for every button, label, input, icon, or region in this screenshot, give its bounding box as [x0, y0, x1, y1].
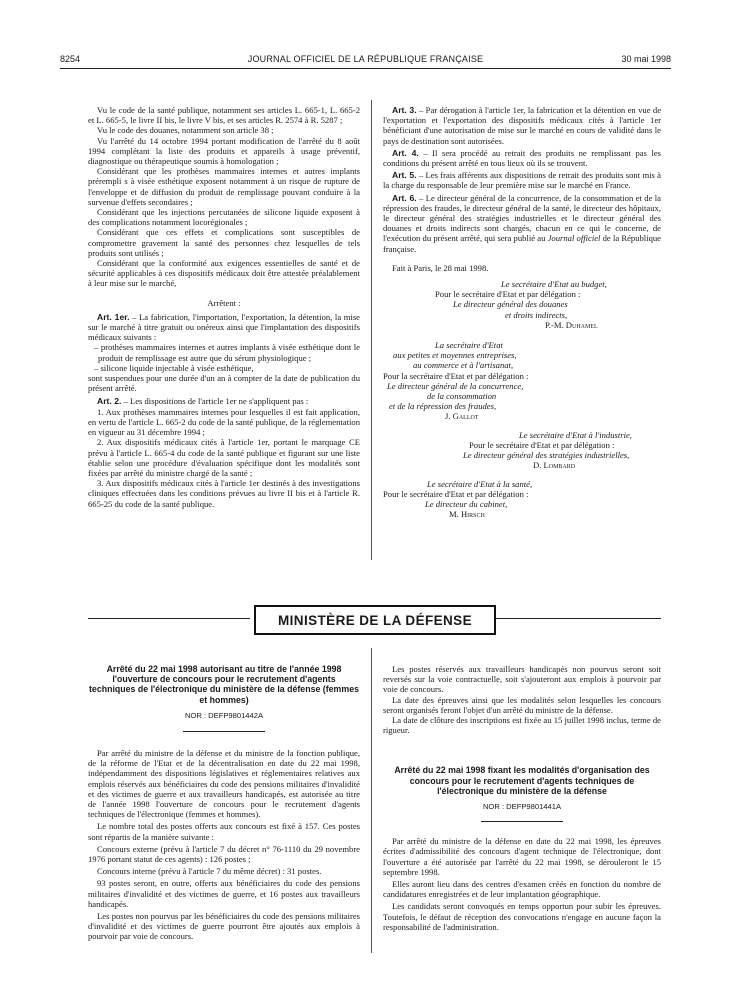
nor-reference: NOR : DEFP9801442A — [184, 710, 264, 720]
signatory-name: D. Lombard — [533, 460, 576, 471]
article-label: Art. 3. — [392, 105, 417, 115]
article-3: Art. 3. – Par dérogation à l'article 1er, la fabrication et la détention en vue de l'exportation et l'exportation des dispositifs médicaux cités à l'article 1er bénéficiant d'une autorisation de mise sur le marché en cours de validité dans le pays de destination sont autorisées. — [383, 105, 662, 146]
considerant-paragraph: Considérant que les injections percutanées de silicone liquide exposent à des complications notamment locorégionales ; — [88, 207, 360, 228]
article-label: Art. 1er. — [97, 311, 130, 322]
heading-rule-right — [496, 618, 661, 619]
decree-1-paragraph: Le nombre total des postes offerts aux concours est fixé à 157. Ces postes sont répartis de la manière suivante : — [88, 821, 360, 842]
article-label: Art. 5. — [392, 170, 417, 181]
article-label: Art. 4. — [392, 147, 419, 158]
right-column — [383, 105, 661, 519]
decree-1-paragraph: Les postes réservés aux travailleurs handicapés non pourvus seront soit reversés sur la voie contractuelle, soit s'ajouteront aux emplois à pourvoir par voie de concours. — [383, 664, 661, 695]
visa-paragraph: Vu l'arrêté du 14 octobre 1994 portant modification de l'arrêté du 8 août 1994 complétant la liste des produits et appareils à usage préventif, diagnostique ou thérapeutique soumis à homologation ; — [88, 135, 360, 167]
article-2-item: 1. Aux prothèses mammaires internes pour lesquelles il est fait application, en vertu de l'article L. 665-2 du code de la santé publique, de la réglementation en vigueur au 31 décembre 1994 ; — [88, 406, 360, 438]
decree-1-paragraph: Concours interne (prévu à l'article 7 du même décret) : 31 postes. — [97, 866, 322, 877]
decree-1-paragraph: La date de clôture des inscriptions est fixée au 15 juillet 1998 inclus, terme de rigueur. — [383, 715, 661, 736]
signatory-name: M. Hirsch — [449, 509, 485, 520]
title-rule — [481, 821, 563, 822]
article-label: Art. 2. — [97, 396, 122, 407]
nor-reference: NOR : DEFP9801441A — [482, 802, 562, 812]
article-2: Art. 2. – Les dispositions de l'article 1er ne s'appliquent pas : — [97, 396, 309, 407]
visa-paragraph: Vu le code de la santé publique, notamment ses articles L. 665-1, L. 665-2 et L. 665-5, le livre II bis, le livre V bis, et ses articles R. 2574 à R. 5287 ; — [88, 105, 360, 126]
decree-1-title: Arrêté du 22 mai 1998 autorisant au titre de l'année 1998 l'ouverture de concours pour le recrutement d'agents techniques de l'électronique du ministère de la défense (femmes et hommes) — [89, 664, 359, 705]
decree-1-paragraph: La date des épreuves ainsi que les modalités selon lesquelles les concours seront organisés feront l'objet d'un arrêté du ministre de la défense. — [383, 694, 661, 715]
page-number: 8254 — [60, 54, 81, 64]
column-divider — [371, 648, 372, 953]
decree-1-paragraph: Par arrêté du ministre de la défense et du ministre de la fonction publique, de la réforme de l'Etat et de la décentralisation en date du 22 mai 1998, indépendamment des dispositions législatives et réglementaires relatives aux emplois réservés aux bénéficiaires du code des pensions militaires d'invalidité et des victimes de guerre et aux travailleurs handicapés, est autorisée au titre de l'année 1998 l'ouverture de concours pour le recrutement d'agents techniques de l'électronique (femmes et hommes). — [88, 748, 360, 820]
article-1-tail: sont suspendues pour une durée d'un an à compter de la date de publication du présent arrêté. — [88, 373, 360, 394]
article-1-item: – silicone liquide injectable à visée esthétique, — [94, 362, 254, 373]
arretent-heading: Arrêtent : — [207, 297, 241, 308]
signatory-name: P.-M. Duhamel — [545, 319, 598, 330]
article-1: Art. 1er. – La fabrication, l'importation, l'exportation, la détention, la mise sur le marché à titre gratuit ou onéreux ainsi que l'implantation des dispositifs médicaux suivants : — [88, 311, 360, 343]
article-2-item: 2. Aux dispositifs médicaux cités à l'article 1er, portant le marquage CE prévu à l'article L. 665-4 du code de la santé publique et figurant sur une liste établie selon une procédure d'évaluation spécifique dont les modalités sont fixées par arrêté du ministre chargé de la santé ; — [88, 437, 360, 478]
considerant-paragraph: Considérant que les prothèses mammaires internes et autres implants prérempli s à visée esthétique exposent notamment à un risque de rupture de l'enveloppe et de diffusion du produit de remplissage pouvant conduire à la survenue d'effets secondaires ; — [88, 166, 360, 207]
visa-paragraph: Vu le code des douanes, notamment son article 38 ; — [97, 125, 274, 136]
page-header — [60, 46, 671, 69]
left-column — [88, 105, 360, 509]
article-4: Art. 4. – Il sera procédé au retrait des produits ne remplissant pas les conditions du présent arrêté en tous lieux où ils se trouvent. — [383, 147, 661, 169]
article-5: Art. 5. – Les frais afférents aux dispositions de retrait des produits sont mis à la charge du responsable de leur première mise sur le marché en France. — [383, 170, 662, 191]
lower-right-column — [383, 664, 661, 932]
decree-2-paragraph: Les candidats seront convoqués en temps opportun pour subir les épreuves. Toutefois, le défaut de réception des convocations n'engage en aucune façon la responsabilité de l'administration. — [383, 901, 661, 932]
journal-title: JOURNAL OFFICIEL DE LA RÉPUBLIQUE FRANÇAISE — [247, 54, 484, 64]
heading-rule-left — [88, 618, 250, 619]
ministry-heading: MINISTÈRE DE LA DÉFENSE — [254, 605, 496, 635]
decree-2-paragraph: Par arrêté du ministre de la défense en date du 22 mai 1998, les épreuves écrites d'admissibilité des concours d'agent technique de l'électronique, dont l'ouverture a été autorisée par l'arrêté du 22 mai 1998, se dérouleront le 15 septembre 1998. — [383, 836, 661, 877]
signatory-name: J. Gallot — [445, 411, 479, 422]
decree-1-paragraph: Concours externe (prévu à l'article 7 du décret n° 76-1110 du 29 novembre 1976 portant statut de ces agents) : 126 postes ; — [88, 843, 360, 865]
decree-1-paragraph: Les postes non pourvus par les bénéficiaires du code des pensions militaires d'invalidité et des victimes de guerre pourront être ajoutés aux emplois à pourvoir par voie de concours. — [88, 911, 360, 942]
article-6: Art. 6. – Le directeur général de la concurrence, de la consommation et de la répression des fraudes, le directeur général de la santé, le directeur des hôpitaux, le directeur général des stratégies industrielles et le directeur général des douanes et droits indirects sont chargés, chacun en ce qui le concerne, de l'exécution du présent arrêté, qui sera publié au Journal officiel de la République française. — [383, 192, 661, 254]
issue-date: 30 mai 1998 — [621, 54, 671, 64]
decree-1 — [88, 664, 360, 942]
title-rule — [183, 731, 265, 732]
signature-block: Fait à Paris, le 28 mai 1998. Le secrétaire d'Etat au budget, Pour le secrétaire d'Etat et par délégation : Le directeur général des douanes et droits indirects, P.-M. Duhamel La secrétaire d'Etat aux petites et moyennes entreprises, au commerce et à l'artisanat, Pour la secrétaire d'Etat et par délégation : Le directeur général de la concurrence, de la consommation et de la répression des fraudes, J. Gallot Le secrétaire d'Etat à l'industrie, Pour le secrétaire d'Etat et par délégation : Le directeur général des stratégies industrielles, D. Lombard Le secrétaire d'Etat à la santé, Pour le secrétaire d'Etat et par délégation : Le directeur du cabinet, M. Hirsch — [383, 263, 661, 519]
decree-2-paragraph: Elles auront lieu dans des centres d'examen créés en fonction du nombre de candidatures enregistrées et de leur implantation géographique. — [383, 879, 661, 900]
article-label: Art. 6. — [392, 192, 417, 203]
article-1-item: – prothèses mammaires internes et autres implants à visée esthétique dont le produit de remplissage est autre que du sérum physiologique ; — [94, 342, 360, 363]
place-date: Fait à Paris, le 28 mai 1998. — [392, 262, 489, 273]
decree-2-title: Arrêté du 22 mai 1998 fixant les modalités d'organisation des concours pour le recrutement d'agents techniques de l'électronique du ministère de la défense — [394, 765, 650, 796]
article-2-item: 3. Aux dispositifs médicaux cités à l'article 1er destinés à des investigations cliniques effectuées dans les conditions prévues au livre II bis et à l'article R. 665-25 du code de la santé publique. — [88, 478, 360, 509]
column-divider — [371, 100, 372, 560]
decree-1-paragraph: 93 postes seront, en outre, offerts aux bénéficiaires du code des pensions militaires d'invalidité et des victimes de guerre, et 16 postes aux travailleurs handicapés. — [88, 878, 360, 909]
considerant-paragraph: Considérant que la conformité aux exigences essentielles de santé et de sécurité applicables à ces dispositifs médicaux doit être attestée préalablement à leur mise sur le marché, — [88, 258, 360, 289]
considerant-paragraph: Considérant que ces effets et complications sont susceptibles de compromettre gravement la santé des personnes chez lesquelles de tels produits sont utilisés ; — [88, 227, 360, 258]
